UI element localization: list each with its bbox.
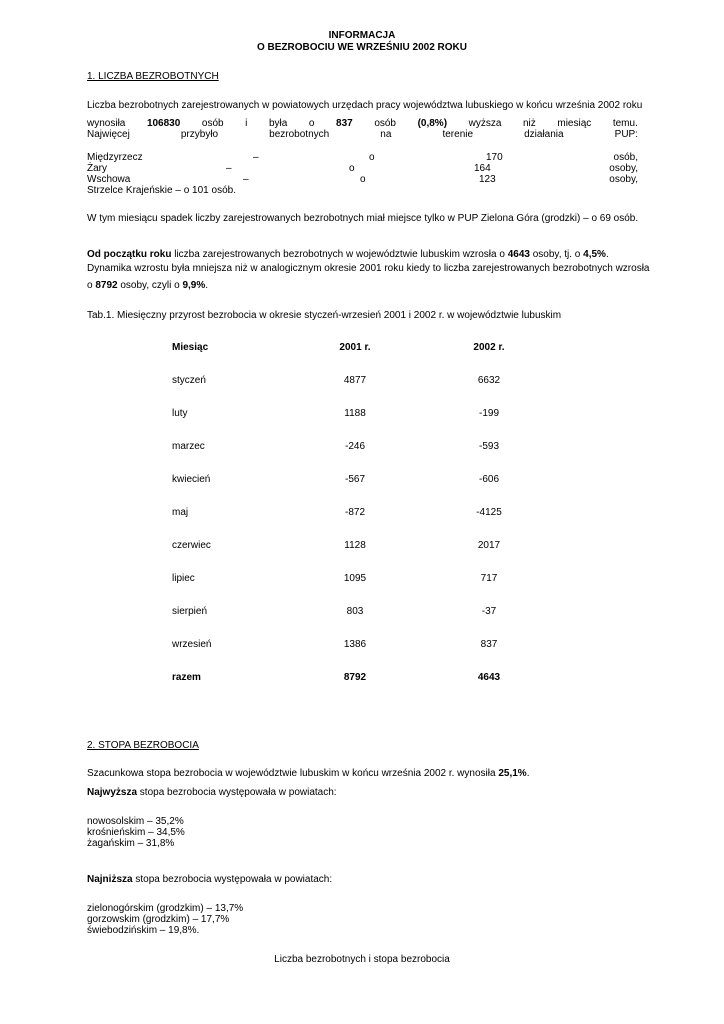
total-unemployed-value: 106830: [146, 118, 181, 129]
cell-text: 837: [480, 639, 498, 650]
section2-paragraph1: [87, 768, 529, 779]
list-item: zielonogórskim (grodzkim) – 13,7%: [87, 903, 244, 914]
ytd-increase-2001-value: 8792: [95, 280, 118, 291]
table-cell-month: wrzesień: [172, 639, 212, 650]
list-item: krośnieńskim – 34,5%: [87, 827, 185, 838]
lowest-label: Najniższa: [87, 874, 133, 885]
pup-value: 123: [479, 174, 496, 185]
table-cell-month: sierpień: [172, 606, 208, 617]
word: osób: [374, 118, 396, 129]
word: o: [308, 118, 315, 129]
cell-text: -606: [479, 474, 500, 485]
section1-paragraph1-line3: [87, 129, 638, 140]
text: osoby, tj. o: [529, 249, 584, 260]
pup-o: o: [369, 152, 375, 163]
ytd-increase-2001-percent: 9,9%: [182, 280, 206, 291]
header-text: 2001 r.: [339, 342, 371, 353]
list-item: gorzowskim (grodzkim) – 17,7%: [87, 914, 230, 925]
pup-dash: –: [253, 152, 259, 163]
pup-value: 164: [474, 163, 491, 174]
cell-text: 4643: [477, 672, 501, 683]
cell-text: 803: [346, 606, 364, 617]
section1-paragraph2: W tym miesiącu spadek liczby zarejestrowanych bezrobotnych miał miejsce tylko w PUP Zielona Góra (grodzki) – o 69 osób.: [87, 213, 639, 224]
document-title-line2: O BEZROBOCIU WE WRZEŚNIU 2002 ROKU: [256, 42, 468, 53]
word: wynosiła: [87, 118, 126, 129]
pup-unit: osób,: [613, 152, 638, 163]
text: liczba zarejestrowanych bezrobotnych w województwie lubuskim wzrosła o: [171, 249, 508, 260]
cell-text: -246: [345, 441, 366, 452]
pup-name: Żary: [87, 163, 107, 174]
since-year-start-label: Od początku roku: [87, 249, 172, 260]
cell-text: 4877: [343, 375, 367, 386]
text: osoby, czyli o: [117, 280, 183, 291]
text: stopa bezrobocia występowała w powiatach:: [137, 787, 337, 798]
cell-text: 1386: [343, 639, 367, 650]
word: bezrobotnych: [269, 129, 330, 140]
word: temu.: [612, 118, 638, 129]
word: niż: [522, 118, 536, 129]
pup-o: o: [360, 174, 366, 185]
table-header-month: Miesiąc: [172, 342, 209, 353]
section2-heading: 2. STOPA BEZROBOCIA: [87, 740, 199, 751]
pup-name: Międzyrzecz: [87, 152, 143, 163]
cell-text: 8792: [343, 672, 367, 683]
table-cell-month: luty: [172, 408, 188, 419]
list-item: nowosolskim – 35,2%: [87, 816, 184, 827]
page-footer: Liczba bezrobotnych i stopa bezrobocia: [274, 954, 450, 965]
cell-text: -593: [479, 441, 500, 452]
word: była: [268, 118, 288, 129]
pup-name: Wschowa: [87, 174, 131, 185]
section1-paragraph3-line1: [87, 249, 609, 260]
text: .: [205, 280, 209, 291]
word: PUP:: [614, 129, 638, 140]
pup-dash: –: [243, 174, 249, 185]
text: o: [87, 280, 96, 291]
section1-paragraph1-line1: Liczba bezrobotnych zarejestrowanych w powiatowych urzędach pracy województwa lubuskiego w końcu września 2002 roku: [87, 100, 643, 111]
document-title-line1: INFORMACJA: [328, 30, 396, 41]
text: .: [605, 249, 609, 260]
word: terenie: [442, 129, 474, 140]
table-cell-month: lipiec: [172, 573, 195, 584]
cell-text: 1188: [344, 408, 366, 419]
ytd-increase-2002-percent: 4,5%: [583, 249, 606, 260]
table-total-label: razem: [172, 672, 201, 683]
word: wyższa: [468, 118, 502, 129]
cell-text: -37: [481, 606, 497, 617]
list-item: żagańskim – 31,8%: [87, 838, 175, 849]
lowest-rate-intro: [87, 874, 332, 885]
cell-text: 1095: [343, 573, 367, 584]
unemployment-rate-value: 25,1%: [498, 768, 527, 779]
word: i: [245, 118, 248, 129]
pup-value: 170: [486, 152, 503, 163]
table-cell-month: styczeń: [172, 375, 206, 386]
ytd-increase-2002-value: 4643: [507, 249, 530, 260]
table-cell-month: czerwiec: [172, 540, 211, 551]
monthly-increase-value: 837: [336, 118, 353, 129]
text: Szacunkowa stopa bezrobocia w województwie lubuskim w końcu września 2002 r. wynosiła: [87, 768, 499, 779]
pup-o: o: [349, 163, 355, 174]
word: miesiąc: [557, 118, 592, 129]
table-cell-month: maj: [172, 507, 189, 518]
header-text: 2002 r.: [473, 342, 505, 353]
table-cell-month: marzec: [172, 441, 205, 452]
cell-text: -567: [345, 474, 366, 485]
pup-last: Strzelce Krajeńskie – o 101 osób.: [87, 185, 236, 196]
section1-paragraph1-line2: [87, 118, 638, 129]
table-cell-month: kwiecień: [172, 474, 211, 485]
text: .: [526, 768, 530, 779]
section1-paragraph3-line3: [87, 280, 208, 291]
cell-text: 6632: [477, 375, 501, 386]
word: na: [380, 129, 392, 140]
section1-heading: 1. LICZBA BEZROBOTNYCH: [87, 71, 219, 82]
cell-text: 1128: [344, 540, 366, 551]
table-caption: Tab.1. Miesięczny przyrost bezrobocia w okresie styczeń-wrzesień 2001 i 2002 r. w województwie lubuskim: [87, 310, 562, 321]
monthly-increase-percent: (0,8%): [417, 118, 448, 129]
cell-text: -199: [479, 408, 500, 419]
highest-label: Najwyższa: [87, 787, 138, 798]
pup-unit: osoby,: [609, 174, 638, 185]
section1-paragraph3-line2: Dynamika wzrostu była mniejsza niż w analogicznym okresie 2001 roku kiedy to liczba zarejestrowanych bezrobotnych wzrosła: [87, 263, 650, 274]
word: osób: [201, 118, 224, 129]
cell-text: -872: [345, 507, 366, 518]
word: Najwięcej: [87, 129, 130, 140]
cell-text: 717: [480, 573, 498, 584]
cell-text: -4125: [476, 507, 502, 518]
pup-dash: –: [226, 163, 232, 174]
list-item: świebodzińskim – 19,8%.: [87, 925, 200, 936]
highest-rate-intro: [87, 787, 337, 798]
cell-text: 2017: [477, 540, 501, 551]
word: przybyło: [180, 129, 219, 140]
text: stopa bezrobocia występowała w powiatach:: [132, 874, 333, 885]
pup-unit: osoby,: [609, 163, 638, 174]
word: działania: [524, 129, 564, 140]
